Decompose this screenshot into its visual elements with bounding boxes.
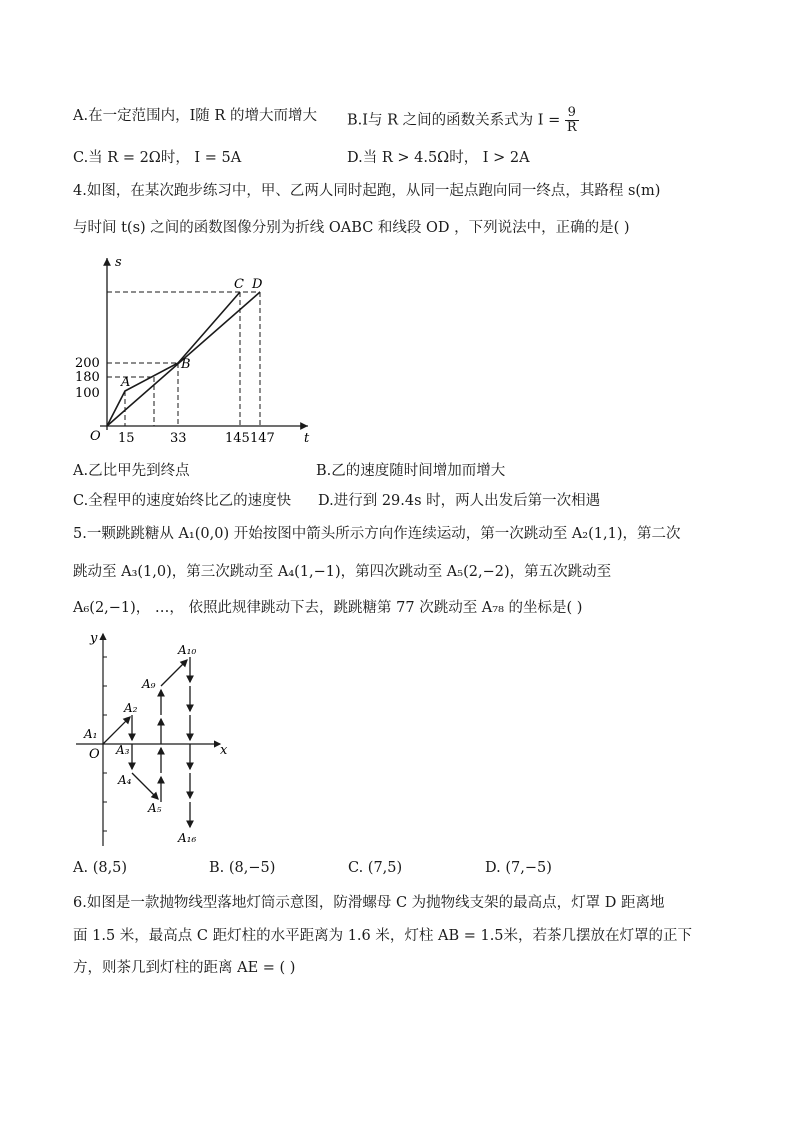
point-label-a: A bbox=[121, 375, 131, 390]
label-a10: A₁₀ bbox=[178, 643, 197, 657]
q5-stem-line1: 5.一颗跳跳糖从 A₁(0,0) 开始按图中箭头所示方向作连续运动，第一次跳动至 A₂(1,1)，第二次 bbox=[73, 526, 681, 542]
q3-option-b-fraction bbox=[565, 106, 579, 135]
q6-stem-line1: 6.如图是一款抛物线型落地灯筒示意图，防滑螺母 C 为抛物线支架的最高点，灯罩 D 距离地 bbox=[73, 895, 665, 911]
q3-option-c: C.当 R = 2Ω时， I = 5A bbox=[73, 150, 242, 166]
origin-label: O bbox=[90, 429, 101, 444]
x-tick-145: 145 bbox=[225, 431, 250, 446]
x-tick-33: 33 bbox=[170, 431, 187, 446]
label-a2: A₂ bbox=[124, 701, 138, 715]
label-a4: A₄ bbox=[118, 773, 132, 787]
origin-label: O bbox=[89, 747, 100, 762]
axis-label-s: s bbox=[115, 255, 122, 270]
q3-option-b-text: B.I与 R 之间的函数关系式为 I = bbox=[347, 112, 561, 129]
polyline-oabc bbox=[107, 292, 240, 426]
q4-stem-line1: 4.如图，在某次跑步练习中，甲、乙两人同时起跑，从同一起点跑向同一终点，其路程 s(m) bbox=[73, 183, 661, 199]
x-tick-147: 147 bbox=[250, 431, 275, 446]
point-label-c: C bbox=[234, 277, 244, 292]
y-tick-180: 180 bbox=[75, 370, 100, 385]
label-a1: A₁ bbox=[84, 727, 98, 741]
q4-graph bbox=[70, 250, 330, 450]
y-tick-100: 100 bbox=[75, 386, 100, 401]
axis-label-t: t bbox=[304, 431, 310, 446]
q6-stem-line2: 面 1.5 米，最高点 C 距灯柱的水平距离为 1.6 米，灯柱 AB = 1.5米，若茶几摆放在灯罩的正下 bbox=[73, 928, 693, 944]
q3-option-a: A.在一定范围内，I随 R 的增大而增大 bbox=[73, 108, 317, 124]
axis-label-x: x bbox=[220, 743, 228, 758]
axis-label-y: y bbox=[90, 631, 98, 646]
q5-option-c: C. (7,5) bbox=[348, 860, 403, 876]
point-label-b: B bbox=[181, 357, 191, 372]
fraction-numerator: 9 bbox=[565, 106, 579, 121]
q5-stem-line3: A₆(2,−1)， …， 依照此规律跳动下去，跳跳糖第 77 次跳动至 A₇₈ 的坐标是( ) bbox=[73, 600, 583, 616]
q4-option-b: B.乙的速度随时间增加而增大 bbox=[316, 463, 506, 479]
label-a16: A₁₆ bbox=[178, 831, 197, 845]
q3-option-d: D.当 R > 4.5Ω时， I > 2A bbox=[347, 150, 530, 166]
q4-option-d: D.进行到 29.4s 时，两人出发后第一次相遇 bbox=[318, 493, 601, 509]
q3-option-b bbox=[347, 106, 579, 135]
q4-option-c: C.全程甲的速度始终比乙的速度快 bbox=[73, 493, 292, 509]
point-label-d: D bbox=[252, 277, 263, 292]
label-a3: A₃ bbox=[116, 743, 130, 757]
q5-graph bbox=[70, 628, 250, 850]
q5-option-d: D. (7,−5) bbox=[485, 860, 552, 876]
q5-option-a: A. (8,5) bbox=[73, 860, 128, 876]
q6-stem-line3: 方，则茶几到灯柱的距离 AE = ( ) bbox=[73, 960, 296, 976]
q5-option-b: B. (8,−5) bbox=[209, 860, 276, 876]
q4-option-a: A.乙比甲先到终点 bbox=[73, 463, 190, 479]
y-tick-200: 200 bbox=[75, 356, 100, 371]
fraction-denominator: R bbox=[566, 120, 577, 135]
label-a9: A₉ bbox=[142, 677, 156, 691]
q5-stem-line2: 跳动至 A₃(1,0)，第三次跳动至 A₄(1,−1)，第四次跳动至 A₅(2,−2)，第五次跳动至 bbox=[73, 564, 612, 580]
q4-stem-line2: 与时间 t(s) 之间的函数图像分别为折线 OABC 和线段 OD ，下列说法中，正确的是( ) bbox=[73, 220, 630, 236]
label-a5: A₅ bbox=[148, 801, 162, 815]
x-tick-15: 15 bbox=[118, 431, 135, 446]
